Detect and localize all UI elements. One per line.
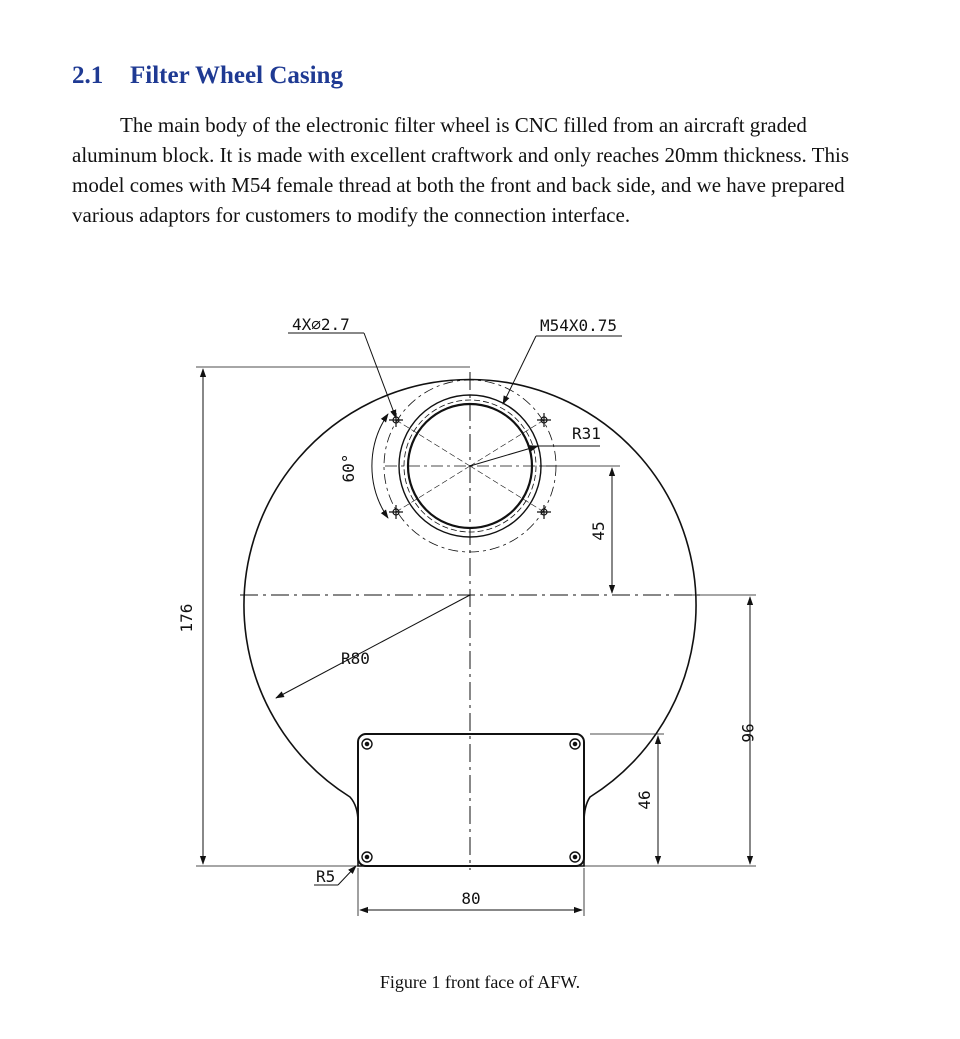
dimension-80 [358, 868, 584, 916]
holes-callout [288, 315, 396, 418]
d96-label: 96 [738, 723, 757, 743]
d46-label: 46 [635, 790, 654, 810]
d45-label: 45 [589, 521, 608, 541]
plate-screws [362, 739, 580, 862]
thread-label: M54X0.75 [540, 316, 618, 335]
dimension-46 [590, 734, 664, 864]
dimension-96 [584, 595, 757, 866]
technical-drawing [0, 290, 960, 950]
holes-label: 4X⌀2.7 [292, 315, 350, 334]
d80-label: 80 [461, 889, 481, 908]
r5-label: R5 [316, 867, 336, 886]
connector-plate [358, 734, 584, 866]
r80-label: R80 [341, 649, 370, 668]
section-title: Filter Wheel Casing [130, 62, 343, 89]
dimension-45 [540, 466, 620, 593]
dimension-176 [177, 367, 470, 866]
section-number: 2.1 [72, 62, 104, 89]
r80-callout [276, 595, 470, 698]
angle-label: 60° [339, 453, 358, 483]
body-paragraph: The main body of the electronic filter wheel is CNC filled from an aircraft graded aluminum block. It is made with excellent craftwork and only reaches 20mm thickness. This model comes with M54 female thread at both the front and back side, and we have prepared various adaptors for customers to modify the connection interface. [72, 113, 849, 227]
thread-callout [503, 316, 622, 404]
section-heading [72, 62, 343, 90]
figure-caption: Figure 1 front face of AFW. [379, 972, 581, 992]
r5-callout [314, 866, 356, 886]
d176-label: 176 [177, 603, 196, 633]
r31-label: R31 [572, 424, 601, 443]
